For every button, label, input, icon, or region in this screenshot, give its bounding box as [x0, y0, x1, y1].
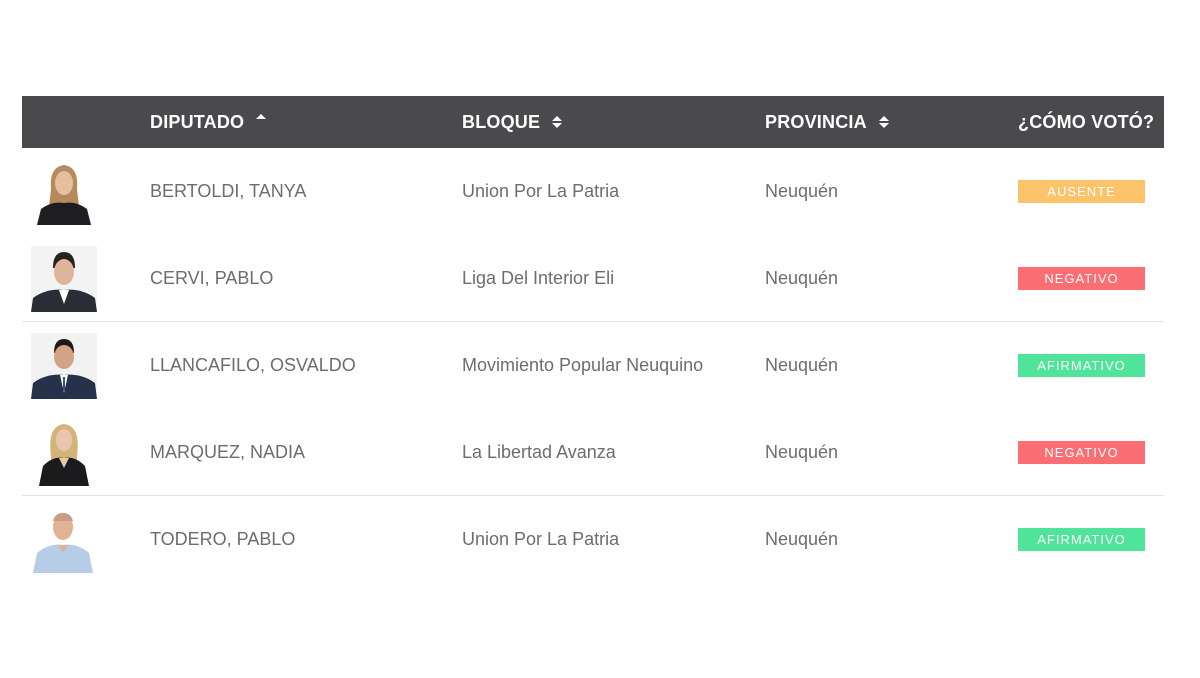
diputado-name: CERVI, PABLO — [150, 268, 274, 288]
table-row — [22, 409, 1164, 496]
sort-icon[interactable] — [551, 113, 563, 131]
diputado-name: TODERO, PABLO — [150, 529, 296, 549]
header-bloque-label: BLOQUE — [462, 112, 541, 132]
vote-badge-afirmativo: AFIRMATIVO — [1018, 528, 1145, 551]
bloque-name: Movimiento Popular Neuquino — [462, 355, 704, 375]
vote-badge-negativo: NEGATIVO — [1018, 267, 1145, 290]
table-row — [22, 322, 1164, 409]
votes-table — [22, 96, 1164, 583]
table-row — [22, 235, 1164, 322]
table-row — [22, 496, 1164, 583]
provincia-name: Neuquén — [765, 355, 839, 375]
diputado-name: BERTOLDI, TANYA — [150, 181, 307, 201]
provincia-name: Neuquén — [765, 529, 839, 549]
header-provincia-label: PROVINCIA — [765, 112, 867, 132]
diputado-name: MARQUEZ, NADIA — [150, 442, 306, 462]
avatar — [31, 246, 97, 312]
header-diputado[interactable] — [150, 96, 267, 148]
provincia-name: Neuquén — [765, 181, 839, 201]
header-diputado-label: DIPUTADO — [150, 112, 245, 132]
table-row — [22, 148, 1164, 235]
avatar — [31, 159, 97, 225]
sort-ascending-icon[interactable] — [255, 113, 267, 131]
table-header — [22, 96, 1164, 148]
avatar — [31, 420, 97, 486]
sort-icon[interactable] — [878, 113, 890, 131]
provincia-name: Neuquén — [765, 268, 839, 288]
diputado-name: LLANCAFILO, OSVALDO — [150, 355, 356, 375]
bloque-name: La Libertad Avanza — [462, 442, 616, 462]
header-voto-label: ¿CÓMO VOTÓ? — [1018, 112, 1155, 132]
vote-badge-afirmativo: AFIRMATIVO — [1018, 354, 1145, 377]
bloque-name: Liga Del Interior Eli — [462, 268, 615, 288]
header-provincia[interactable] — [765, 96, 890, 148]
vote-badge-negativo: NEGATIVO — [1018, 441, 1145, 464]
bloque-name: Union Por La Patria — [462, 181, 620, 201]
bloque-name: Union Por La Patria — [462, 529, 620, 549]
avatar — [31, 333, 97, 399]
header-como-voto — [1018, 96, 1154, 148]
avatar — [31, 507, 97, 573]
provincia-name: Neuquén — [765, 442, 839, 462]
header-bloque[interactable] — [462, 96, 563, 148]
vote-badge-ausente: AUSENTE — [1018, 180, 1145, 203]
